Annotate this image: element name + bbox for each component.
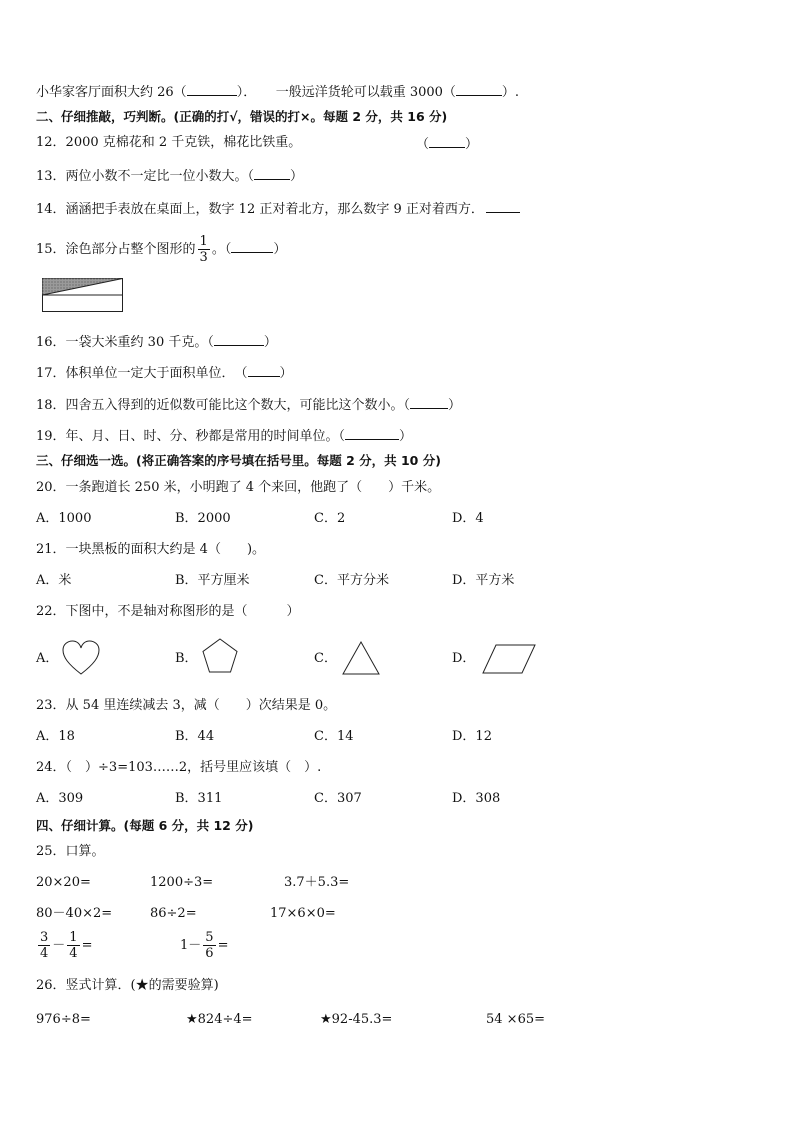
answer-blank[interactable]	[456, 82, 502, 96]
question-12: 12．2000 克棉花和 2 千克铁，棉花比铁重。	[36, 135, 302, 150]
calc-item: 86÷2=	[150, 906, 197, 921]
option-a[interactable]: A．1000	[36, 511, 92, 526]
option-c[interactable]: C．平方分米	[314, 573, 389, 588]
fraction: $\frac{1}{4}$	[69, 930, 78, 961]
pentagon-icon	[202, 638, 238, 674]
shaded-rectangle-figure	[42, 278, 124, 314]
question-23: 23．从 54 里连续减去 3，减（ ）次结果是 0。	[36, 698, 337, 713]
option-d[interactable]: D．12	[452, 729, 492, 744]
fraction: $\frac{5}{6}$	[205, 930, 214, 961]
question-25: 25．口算。	[36, 844, 105, 859]
question-12-blank: （ ）	[416, 134, 478, 154]
triangle-icon	[342, 641, 380, 675]
calc-item: 1200÷3=	[150, 875, 214, 890]
option-d[interactable]: D．平方米	[452, 573, 515, 588]
question-17: 17．体积单位一定大于面积单位． （ ）	[36, 363, 293, 383]
option-c[interactable]: C．2	[314, 511, 346, 526]
question-21: 21．一块黑板的面积大约是 4（ )。	[36, 542, 266, 557]
fraction: $\frac{3}{4}$	[40, 930, 49, 961]
question-18: 18．四舍五入得到的近似数可能比这个数大，可能比这个数小。（ ）	[36, 395, 461, 415]
calc-item: 17×6×0=	[270, 906, 336, 921]
question-14: 14．涵涵把手表放在桌面上，数字 12 正对着北方，那么数字 9 正对着西方．	[36, 199, 520, 219]
vertical-calc-item: 54 ×65=	[486, 1012, 546, 1027]
question-24: 24．（ ）÷3=103……2，括号里应该填（ ）.	[36, 760, 322, 775]
vertical-calc-item: 976÷8=	[36, 1012, 91, 1027]
option-b[interactable]: B．44	[175, 729, 215, 744]
option-a[interactable]: A．18	[36, 729, 75, 744]
option-b[interactable]: B．2000	[175, 511, 231, 526]
calc-item: 3.7＋5.3=	[284, 875, 350, 890]
heart-icon	[62, 640, 100, 676]
calc-item-fraction: 1－ $\frac{5}{6}$ =	[180, 930, 229, 961]
question-19: 19．年、月、日、时、分、秒都是常用的时间单位。（ ）	[36, 426, 412, 446]
answer-blank[interactable]	[214, 332, 264, 346]
question-26: 26．竖式计算．(★的需要验算)	[36, 978, 219, 993]
option-b[interactable]: B．311	[175, 791, 223, 806]
option-c[interactable]: C．307	[314, 791, 362, 806]
calc-item: 20×20=	[36, 875, 91, 890]
vertical-calc-item: ★92-45.3=	[320, 1012, 393, 1027]
section-title: 三、仔细选一选。(将正确答案的序号填在括号里。每题 2 分，共 10 分)	[36, 453, 441, 468]
option-a[interactable]: A．309	[36, 791, 84, 806]
question-13: 13．两位小数不一定比一位小数大。（ ）	[36, 166, 303, 186]
option-d[interactable]: D．4	[452, 511, 484, 526]
answer-blank[interactable]	[187, 82, 237, 96]
option-c[interactable]: C．14	[314, 729, 354, 744]
answer-blank[interactable]	[254, 166, 290, 180]
answer-blank[interactable]	[231, 239, 273, 253]
question-16: 16．一袋大米重约 30 千克。（ ）	[36, 332, 277, 352]
question-15: 15．涂色部分占整个图形的 $\frac{1}{3}$ 。（ ）	[36, 234, 287, 265]
vertical-calc-item: ★824÷4=	[186, 1012, 253, 1027]
answer-blank[interactable]	[486, 199, 520, 213]
section-title: 二、仔细推敲，巧判断。(正确的打√，错误的打×。每题 2 分，共 16 分)	[36, 109, 448, 124]
question-20: 20．一条跑道长 250 米，小明跑了 4 个来回，他跑了（ ）千米。	[36, 480, 441, 495]
fraction: $\frac{1}{3}$	[199, 234, 208, 265]
calc-item: 80－40×2=	[36, 906, 113, 921]
section-title: 四、仔细计算。(每题 6 分，共 12 分)	[36, 818, 254, 833]
calc-item-fraction: $\frac{3}{4}$ － $\frac{1}{4}$ =	[40, 930, 93, 961]
option-a[interactable]: A．米	[36, 573, 72, 588]
answer-blank[interactable]	[248, 363, 280, 377]
option-b[interactable]: B．	[175, 651, 198, 666]
option-d[interactable]: D．308	[452, 791, 501, 806]
answer-blank[interactable]	[410, 395, 448, 409]
question-22: 22．下图中，不是轴对称图形的是（ ）	[36, 604, 300, 619]
answer-blank[interactable]	[429, 134, 465, 148]
parallelogram-icon	[482, 644, 536, 674]
option-a[interactable]: A．	[36, 651, 59, 666]
fill-blank-line: 小华家客厅面积大约 26（ ）． 一般远洋货轮可以载重 3000（ ）.	[36, 82, 519, 102]
option-b[interactable]: B．平方厘米	[175, 573, 250, 588]
option-c[interactable]: C．	[314, 651, 337, 666]
option-d[interactable]: D．	[452, 651, 476, 666]
answer-blank[interactable]	[345, 426, 399, 440]
